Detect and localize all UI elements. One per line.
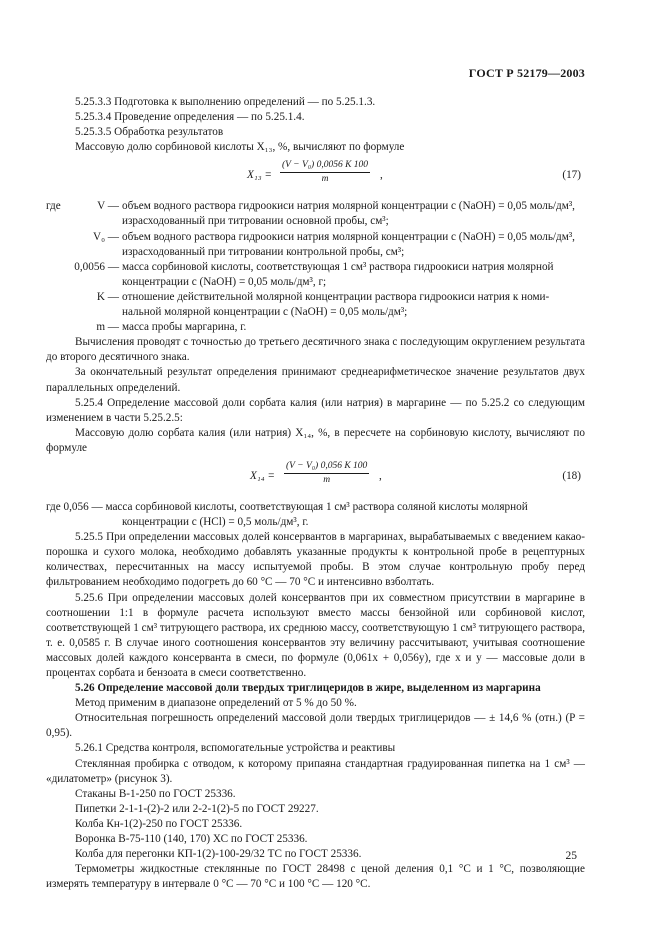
- formula-18-denominator: m: [323, 474, 331, 485]
- para-5-25-4: 5.25.4 Определение массовой доли сорбата калия (или натрия) в маргарине — по 5.25.2 со следующим изменением в части 5.25.2.5:: [46, 396, 585, 424]
- formula-17-number: (17): [562, 169, 581, 182]
- def-v-text-2: израсходованный при титровании основной пробы, см³;: [122, 215, 389, 228]
- formula-18-intro: Массовую долю сорбата калия (или натрия) X₁₄, %, в пересчете на сорбиновую кислоту, вычисляют по формуле: [46, 426, 585, 454]
- page-number: 25: [565, 850, 577, 862]
- def-v0: [46, 230, 585, 260]
- heading-5-26: 5.26 Определение массовой доли твердых триглицеридов в жире, выделенном из маргарина: [75, 682, 541, 695]
- formula-17: [46, 159, 585, 193]
- formula-18-number: (18): [562, 469, 581, 482]
- formula-18-numerator: (V − V₀) 0,056 K 100: [284, 460, 369, 474]
- def-v: [46, 199, 585, 229]
- para-5-25-5: 5.25.5 При определении массовых долей консервантов в маргаринах, вырабатываемых с введением какао-порошка и сухого молока, необходимо добавлять указанные продукты к контрольной пробе в рецептурных количествах, пересчитанных на массу испытуемой пробы. В этом случае контрольную пробу перед фильтрованием необходимо подогреть до 60 °С — 70 °С и интенсивно взболтать.: [46, 531, 585, 589]
- item-5-25-3-5: 5.25.3.5 Обработка результатов: [75, 126, 224, 139]
- formula-18: [46, 460, 585, 494]
- formula-17-intro: Массовую долю сорбиновой кислоты X₁₃, %, вычисляют по формуле: [75, 141, 405, 154]
- item-5-25-3-4: 5.25.3.4 Проведение определения — по 5.25.1.4.: [75, 111, 305, 124]
- where-label: где: [46, 200, 61, 213]
- equipment-item: Воронка В-75-110 (140, 170) ХС по ГОСТ 25336.: [75, 833, 308, 846]
- formula-18-def-line-1: где 0,056 — масса сорбиновой кислоты, соответствующая 1 см³ раствора соляной кислоты молярной: [46, 500, 528, 513]
- formula-17-denominator: m: [321, 174, 329, 185]
- def-k-text-2: нальной молярной концентрации c (NaOH) = 0,05 моль/дм³;: [122, 306, 408, 319]
- formula-18-comma: ,: [379, 469, 382, 482]
- def-m-symbol: m —: [96, 321, 119, 334]
- page-header-standard: ГОСТ Р 52179—2003: [468, 66, 585, 80]
- equipment-item: Стаканы В-1-250 по ГОСТ 25336.: [75, 787, 236, 800]
- para-method-range: Метод применим в диапазоне определений от 5 % до 50 %.: [75, 697, 357, 710]
- def-coefficient-text-1: масса сорбиновой кислоты, соответствующая 1 см³ раствора гидроокиси натрия молярной: [122, 260, 554, 273]
- formula-17-fraction: [280, 159, 370, 186]
- def-m: [46, 320, 585, 335]
- para-relative-error: Относительная погрешность определений массовой доли твердых триглицеридов — ± 14,6 % (отн.) (P = 0,95).: [46, 712, 585, 740]
- def-k-symbol: K —: [96, 290, 119, 303]
- page-body: [46, 95, 585, 892]
- def-coefficient-text-2: концентрации c (NaOH) = 0,05 моль/дм³, г;: [122, 275, 327, 288]
- para-5-25-6: 5.25.6 При определении массовых долей консервантов при их совместном присутствии в маргарине в соотношении 1:1 в формуле расчета используют вместо массы бензойной или сорбиновой кислот, соответствующей 1 см³ титрующего раствора, их среднюю массу, соответствующую 1 см³ титрующего раствора, т. е. 0,0585 г. В случае иного соотношения консервантов эту величину рассчитывают, учитывая соотношение массовых долей каждого консерванта в смеси, по формуле (0,061x + 0,056y), где x и y — массовые доли в процентах сорбата и бензоата в смеси соответственно.: [46, 591, 585, 679]
- def-v0-text-1: объем водного раствора гидроокиси натрия молярной концентрации c (NaOH) = 0,05 моль/дм³,: [122, 230, 575, 243]
- formula-18-lhs: X₁₄ =: [250, 469, 275, 482]
- def-v0-text-2: израсходованный при титровании контрольной пробы, см³;: [122, 245, 405, 258]
- def-coefficient-symbol: 0,0056 —: [74, 260, 119, 273]
- para-final-result: За окончательный результат определения принимают среднеарифметическое значение результатов двух параллельных определений.: [46, 366, 585, 394]
- para-calculation-precision: Вычисления проводят с точностью до третьего десятичного знака с последующим округлением результата до второго десятичного знака.: [46, 336, 585, 364]
- formula-17-definitions: [46, 199, 585, 335]
- formula-18-def-line-2: концентрации c (HCl) = 0,5 моль/дм³, г.: [122, 516, 309, 529]
- def-v-text-1: объем водного раствора гидроокиси натрия молярной концентрации c (NaOH) = 0,05 моль/дм³,: [122, 200, 575, 213]
- item-5-25-3-3: 5.25.3.3 Подготовка к выполнению определений — по 5.25.1.3.: [75, 96, 376, 108]
- para-thermometers: Термометры жидкостные стеклянные по ГОСТ 28498 с ценой деления 0,1 °С и 1 °С, позволяющие измерять температуру в интервале 0 °С — 70 °С и 100 °С — 120 °С.: [46, 863, 585, 891]
- para-test-tube: Стеклянная пробирка с отводом, к которому припаяна стандартная градуированная пипетка на 1 см³ — «дилатометр» (рисунок 3).: [46, 757, 585, 785]
- def-v-symbol: V —: [97, 200, 119, 213]
- formula-17-comma: ,: [380, 169, 383, 182]
- equipment-item: Колба Кн-1(2)-250 по ГОСТ 25336.: [75, 817, 243, 830]
- formula-17-numerator: (V − V₀) 0,0056 K 100: [280, 159, 370, 173]
- def-k-text-1: отношение действительной молярной концентрации раствора гидроокиси натрия к номи-: [122, 290, 550, 303]
- equipment-item: Колба для перегонки КП-1(2)-100-29/32 ТС по ГОСТ 25336.: [75, 848, 362, 861]
- def-coefficient: [46, 260, 585, 290]
- def-v0-symbol: V₀ —: [93, 230, 119, 243]
- def-k: [46, 290, 585, 320]
- def-m-text-1: масса пробы маргарина, г.: [122, 321, 247, 334]
- equipment-item: Пипетки 2-1-1-(2)-2 или 2-2-1(2)-5 по ГОСТ 29227.: [75, 802, 319, 815]
- item-5-26-1: 5.26.1 Средства контроля, вспомогательные устройства и реактивы: [75, 742, 396, 755]
- formula-18-fraction: [284, 460, 369, 487]
- formula-17-lhs: X₁₃ =: [247, 169, 272, 182]
